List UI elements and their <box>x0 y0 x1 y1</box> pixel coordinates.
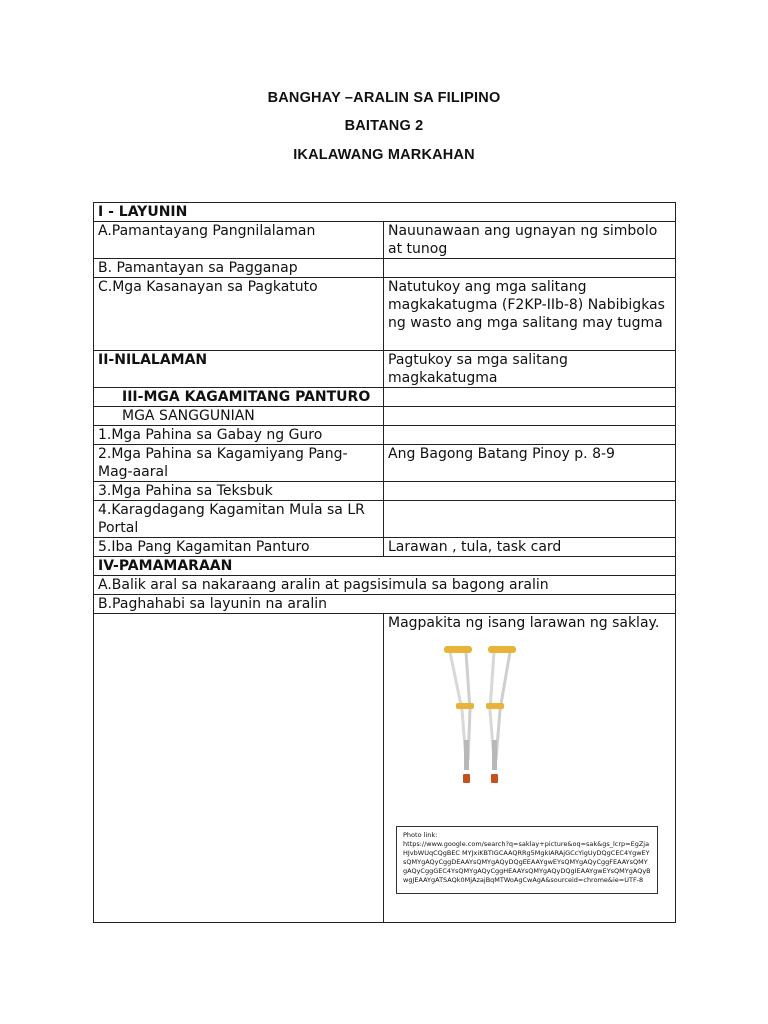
table-row <box>94 407 676 426</box>
cell-mga-kasanayan: C.Mga Kasanayan sa Pagkatuto <box>94 278 384 351</box>
grade-heading: BAITANG 2 <box>344 118 424 134</box>
table-row <box>94 482 676 501</box>
table-row <box>94 576 676 595</box>
photo-link-label: Photo link: <box>403 831 438 839</box>
table-row <box>94 388 676 407</box>
cell-empty <box>384 388 676 407</box>
table-row <box>94 351 676 388</box>
cell-pamantayan-sa-pagganap: B. Pamantayan sa Pagganap <box>94 259 384 278</box>
cell-pamantayang-pangnilalaman-value: Nauunawaan ang ugnayan ng simbolo at tunog <box>384 222 676 259</box>
cell-empty <box>384 482 676 501</box>
right-crutch-pad <box>488 646 516 653</box>
cell-activity <box>384 614 676 923</box>
photo-link-url[interactable]: https://www.google.com/search?q=saklay+picture&oq=sak&gs_lcrp=EgZjaHJvbWUqCQgBEC MYJxiKBTIGCAAQRRg5MgkIARAjGCcYigUyDQgCEC4YgwEYsQMYgAQyCggDEAAYsQMYgAQyDQgEEAAYgwEYsQMYgAQyCggFEAAYsQMYgAQyCggGEC4YsQMYgAQyCggHEAAYsQMYgAQyDQgIEAAYgwEYsQMYgAQyBwgJEAAYgATSAQk0MjAzajBqMTWoAgCwAgA&sourceid=chrome&ie=UTF-8 <box>403 840 651 884</box>
cell-kagamitang-pang-mag-aaral-value: Ang Bagong Batang Pinoy p. 8-9 <box>384 445 676 482</box>
table-row <box>94 203 676 222</box>
cell-empty <box>94 614 384 923</box>
cell-sanggunian: MGA SANGGUNIAN <box>94 407 384 426</box>
crutches-image <box>436 640 536 800</box>
right-crutch-tip <box>491 774 498 783</box>
cell-lr-portal: 4.Karagdagang Kagamitan Mula sa LR Portal <box>94 501 384 538</box>
quarter-heading: IKALAWANG MARKAHAN <box>293 147 475 163</box>
cell-gabay-ng-guro: 1.Mga Pahina sa Gabay ng Guro <box>94 426 384 445</box>
table-row <box>94 595 676 614</box>
left-crutch <box>444 646 474 783</box>
right-crutch <box>486 646 516 783</box>
table-row <box>94 445 676 482</box>
table-row <box>94 426 676 445</box>
table-row <box>94 614 676 923</box>
cell-kagamitang-pang-mag-aaral: 2.Mga Pahina sa Kagamiyang Pang-Mag-aaral <box>94 445 384 482</box>
cell-empty <box>384 501 676 538</box>
left-crutch-pad <box>444 646 472 653</box>
cell-balik-aral: A.Balik aral sa nakaraang aralin at pagsisimula sa bagong aralin <box>94 576 676 595</box>
crutches-icon <box>436 640 536 800</box>
table-row <box>94 259 676 278</box>
section-nilalaman: II-NILALAMAN <box>94 351 384 388</box>
left-crutch-tip <box>463 774 470 783</box>
cell-iba-pang-kagamitan: 5.Iba Pang Kagamitan Panturo <box>94 538 384 557</box>
cell-teksbuk: 3.Mga Pahina sa Teksbuk <box>94 482 384 501</box>
section-pamamaraan: IV-PAMAMARAAN <box>94 557 676 576</box>
cell-empty <box>384 259 676 278</box>
cell-iba-pang-kagamitan-value: Larawan , tula, task card <box>384 538 676 557</box>
activity-text: Magpakita ng isang larawan ng saklay. <box>388 615 660 631</box>
table-row <box>94 538 676 557</box>
cell-mga-kasanayan-value: Natutukoy ang mga salitang magkakatugma (F2KP-IIb-8) Nabibigkas ng wasto ang mga salitang may tugma <box>384 278 676 351</box>
table-row <box>94 278 676 351</box>
table-row <box>94 222 676 259</box>
cell-empty <box>384 426 676 445</box>
cell-paghahabi: B.Paghahabi sa layunin na aralin <box>94 595 676 614</box>
photo-link-box <box>396 826 658 894</box>
table-row <box>94 501 676 538</box>
table-row <box>94 557 676 576</box>
cell-empty <box>384 407 676 426</box>
left-crutch-grip <box>456 703 474 709</box>
section-kagamitan: III-MGA KAGAMITANG PANTURO <box>94 388 384 407</box>
cell-pamantayang-pangnilalaman: A.Pamantayang Pangnilalaman <box>94 222 384 259</box>
cell-nilalaman-value: Pagtukoy sa mga salitang magkakatugma <box>384 351 676 388</box>
document-title: BANGHAY –ARALIN SA FILIPINO <box>267 90 501 106</box>
right-crutch-grip <box>486 703 504 709</box>
section-layunin: I - LAYUNIN <box>94 203 676 222</box>
lesson-plan-table <box>93 202 676 923</box>
